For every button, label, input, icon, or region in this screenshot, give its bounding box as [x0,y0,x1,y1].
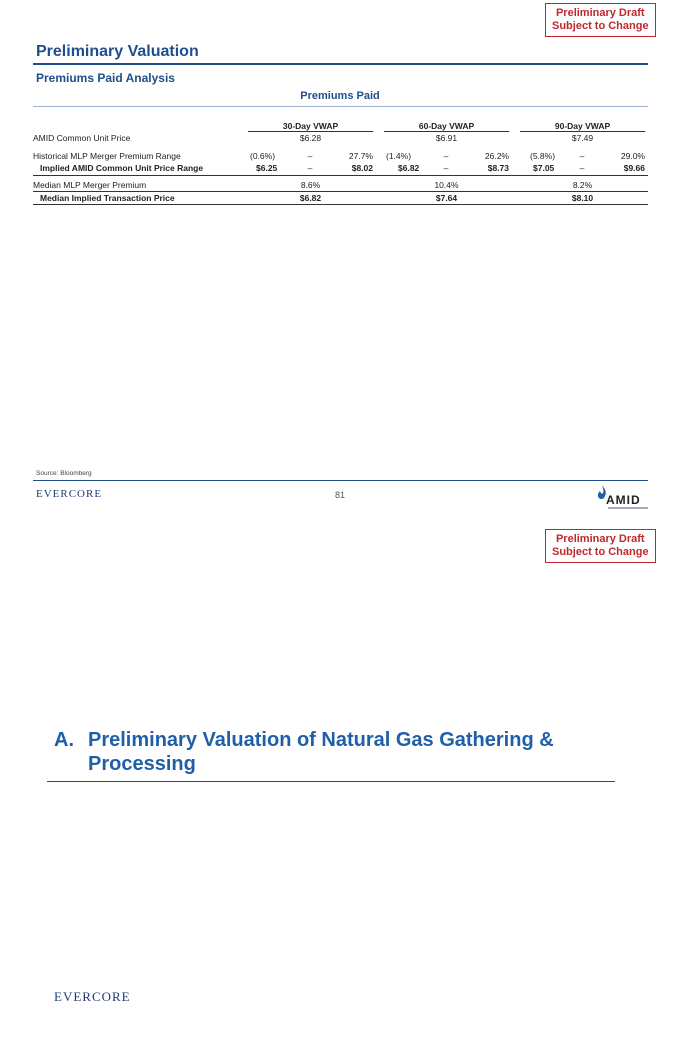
row-label-implied-range: Implied AMID Common Unit Price Range [40,163,204,173]
unit-price-30day: $6.28 [299,133,322,143]
premium-range-60day-high: 26.2% [484,151,509,161]
source-note: Source: Bloomberg [36,470,92,477]
implied-range-30day-dash: – [307,163,313,173]
column-header-rule [248,131,373,132]
column-header-30day: 30-Day VWAP [282,121,339,131]
amid-logo-text: AMID [606,493,641,507]
median-price-90day: $8.10 [571,193,594,203]
section-title: Premiums Paid [300,90,380,102]
evercore-logo: EVERCORE [54,989,131,1004]
premium-range-90day-high: 29.0% [620,151,645,161]
section-heading-line1: Preliminary Valuation of Natural Gas Gathering & [88,729,554,751]
title-rule [33,63,648,65]
unit-price-90day: $7.49 [571,133,594,143]
footer-rule [33,480,648,481]
column-header-60day: 60-Day VWAP [418,121,475,131]
section-rule [33,106,648,107]
page-subtitle: Premiums Paid Analysis [36,71,175,85]
stamp-line1: Preliminary Draft [555,533,645,545]
amid-logo-tagline [608,507,648,509]
premium-range-60day-dash: – [443,151,449,161]
unit-price-60day: $6.91 [435,133,458,143]
implied-range-90day-dash: – [579,163,585,173]
section-heading-rule [47,781,615,782]
premium-range-90day-low: (5.8%) [530,151,556,161]
column-header-rule [384,131,509,132]
premium-range-60day-low: (1.4%) [386,151,412,161]
column-header-rule [520,131,645,132]
premium-range-30day-dash: – [307,151,313,161]
row-label-unit-price: AMID Common Unit Price [33,133,131,143]
column-header-90day: 90-Day VWAP [554,121,611,131]
section-letter: A. [54,729,74,751]
row-separator [33,175,648,176]
row-label-median-price: Median Implied Transaction Price [40,193,175,203]
implied-range-90day-high: $9.66 [623,163,645,173]
amid-logo [596,485,650,511]
page-number: 81 [334,490,345,500]
median-price-60day: $7.64 [435,193,458,203]
stamp-line1: Preliminary Draft [555,7,645,19]
row-label-premium-range: Historical MLP Merger Premium Range [33,151,181,161]
stamp-line2: Subject to Change [552,20,649,32]
implied-range-60day-high: $8.73 [487,163,509,173]
median-premium-30day: 8.6% [300,180,321,190]
row-label-median-premium: Median MLP Merger Premium [33,180,147,190]
implied-range-90day-low: $7.05 [533,163,555,173]
implied-range-30day-high: $8.02 [351,163,373,173]
median-premium-90day: 8.2% [572,180,593,190]
row-separator [33,191,648,192]
median-premium-60day: 10.4% [434,180,459,190]
implied-range-60day-dash: – [443,163,449,173]
section-heading [54,728,554,776]
stamp-line2: Subject to Change [552,546,649,558]
evercore-logo: EVERCORE [36,488,103,500]
section-heading-line2: Processing [88,753,196,775]
page-title: Preliminary Valuation [36,43,199,60]
premium-range-90day-dash: – [579,151,585,161]
implied-range-60day-low: $6.82 [398,163,420,173]
premium-range-30day-low: (0.6%) [250,151,276,161]
preliminary-draft-stamp [545,529,656,563]
premium-range-30day-high: 27.7% [348,151,373,161]
row-separator [33,204,648,205]
preliminary-draft-stamp [545,3,656,37]
median-price-30day: $6.82 [299,193,322,203]
implied-range-30day-low: $6.25 [256,163,278,173]
